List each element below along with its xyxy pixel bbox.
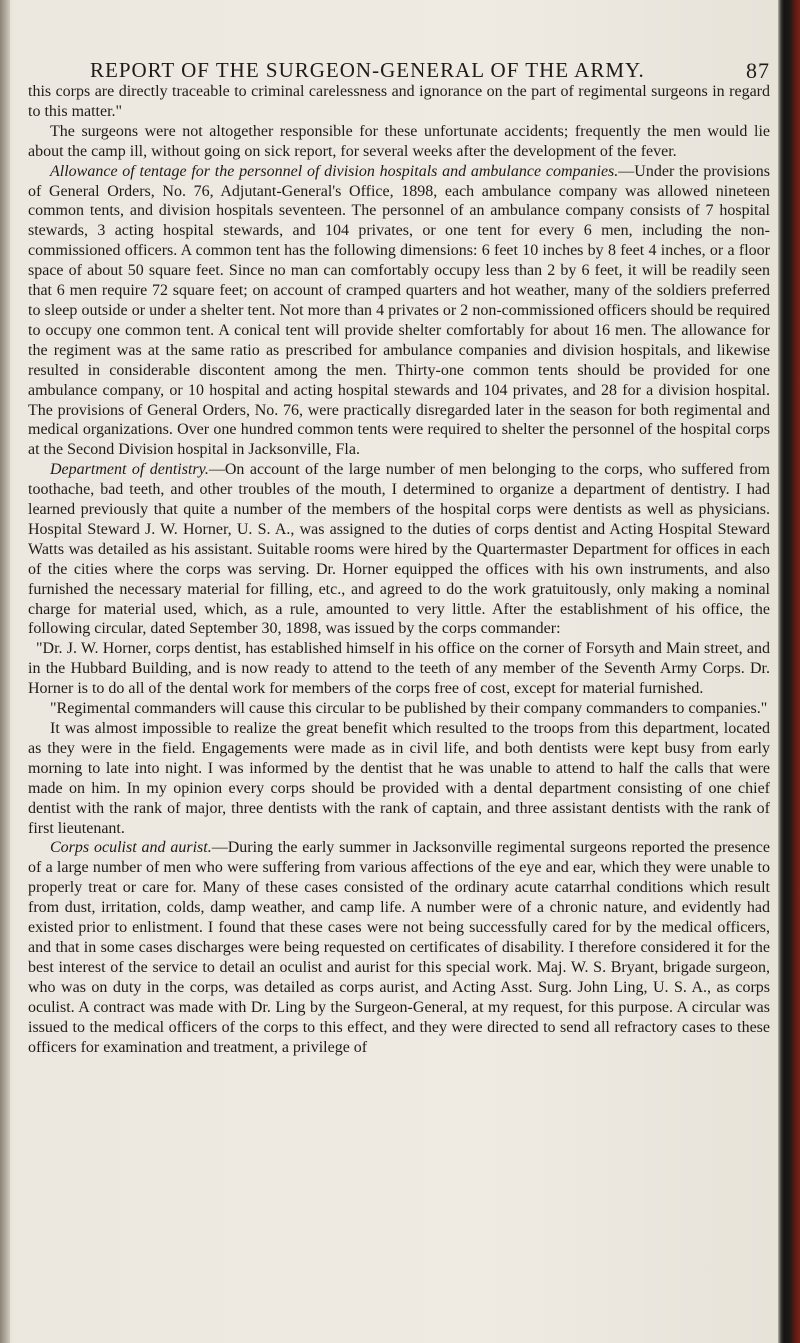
page-number: 87 [746,58,770,83]
paragraph-text: —Under the provisions of General Orders, No. 76, Adjutant-General's Office, 1898, each ambulance company was allowed nineteen common tents, and division hospitals seventeen. The personnel of an ambulance company consists of 7 hospital stewards, 3 acting hospital stewards, and 104 privates, or one tent for every 6 men, including the non-commissioned officers. A common tent has the following dimensions: 6 feet 10 inches by 8 feet 4 inches, or a floor space of about 50 square feet. Since no man can comfortably occupy less than 2 by 6 feet, it will be readily seen that 6 men require 72 square feet; on account of cramped quarters and hot weather, many of the soldiers preferred to sleep outside or under a shelter tent. Not more than 4 privates or 2 non-commissioned officers should be required to occupy one common tent. A conical tent will provide shelter comfortably for about 16 men. The allowance for the regiment was at the same ratio as prescribed for ambulance companies and division hospitals, and likewise resulted in considerable discontent among the men. Thirty-one common tents should be provided for one ambulance company, or 10 hospital and acting hospital stewards and 104 privates, and 28 for a division hospital. The provisions of General Orders, No. 76, were practically disregarded later in the season for both regimental and medical organizations. Over one hundred common tents were required to shelter the personnel of the hospital corps at the Second Division hospital in Jacksonville, Fla. [28,162,771,459]
paragraph-dentistry [28,460,770,639]
body-text [28,82,770,1057]
section-heading-oculist: Corps oculist and aurist. [50,839,212,857]
paragraph-oculist [28,838,770,1057]
paragraph-tentage [28,162,770,461]
paragraph: this corps are directly traceable to criminal carelessness and ignorance on the part of regimental surgeons in regard to this matter." [28,83,770,120]
section-heading-dentistry: Department of dentistry. [50,461,209,479]
paragraph-text: —On account of the large number of men belonging to the corps, who suffered from toothache, bad teeth, and other troubles of the mouth, I determined to organize a department of dentistry. I had learned previously that quite a number of the members of the hospital corps were dentists as well as physicians. Hospital Steward J. W. Horner, U. S. A., was assigned to the duties of corps dentist and Acting Hospital Steward Watts was detailed as his assistant. Suitable rooms were hired by the Quartermaster Department for offices in each of the cities where the corps was serving. Dr. Horner equipped the offices with his own instruments, and also furnished the necessary material for filling, etc., and agreed to do the work gratuitously, only making a nominal charge for material used, which, as a rule, amounted to very little. After the establishment of his office, the following circular, dated September 30, 1898, was issued by the corps commander: [28,461,770,638]
paragraph-text: —During the early summer in Jacksonville regimental surgeons reported the presence of a large number of men who were suffering from various affections of the eye and ear, which they were unable to properly treat or care for. Many of these cases consisted of the ordinary acute catarrhal conditions which result from dust, irritation, colds, damp weather, and camp life. A number were of a chronic nature, and evidently had existed prior to enlistment. I found that these cases were not being successfully cared for by the medical officers, and that in some cases discharges were being requested on certificates of disability. I therefore considered it for the best interest of the service to detail an oculist and aurist for this special work. Maj. W. S. Bryant, brigade surgeon, who was on duty in the corps, was detailed as corps aurist, and Acting Asst. Surg. John Ling, U. S. A., as corps oculist. A contract was made with Dr. Ling by the Surgeon-General, at my request, for this purpose. A circular was issued to the medical officers of the corps to this effect, and they were directed to send all refractory cases to these officers for examination and treatment, a privilege of [28,839,770,1056]
circular-quote: "Dr. J. W. Horner, corps dentist, has established himself in his office on the corner of Forsyth and Main street, and in the Hubbard Building, and is now ready to attend to the teeth of any member of the Seventh Army Corps. Dr. Horner is to do all of the dental work for members of the corps free of cost, except for material furnished. [28,640,770,698]
running-head-title: REPORT OF THE SURGEON-GENERAL OF THE ARMY. [90,58,645,82]
paragraph: The surgeons were not altogether responsible for these unfortunate accidents; frequently the men would lie about the camp ill, without going on sick report, for several weeks after the development of the fever. [28,122,770,160]
page-left-edge [0,0,10,1343]
circular-quote-end: "Regimental commanders will cause this circular to be published by their company commanders to companies." [50,700,768,718]
paragraph: It was almost impossible to realize the great benefit which resulted to the troops from this department, located as they were in the field. Engagements were made as in civil life, and both dentists were kept busy from early morning to late into night. I was informed by the dentist that he was unable to attend to half the calls that were made on him. In my opinion every corps should be provided with a dental department consisting of one chief dentist with the rank of major, three dentists with the rank of captain, and three assistant dentists with the rank of first lieutenant. [28,720,770,837]
section-heading-tentage: Allowance of tentage for the personnel of division hospitals and ambulance companies. [50,162,619,180]
running-head [90,58,770,83]
book-binding-edge [778,0,800,1343]
